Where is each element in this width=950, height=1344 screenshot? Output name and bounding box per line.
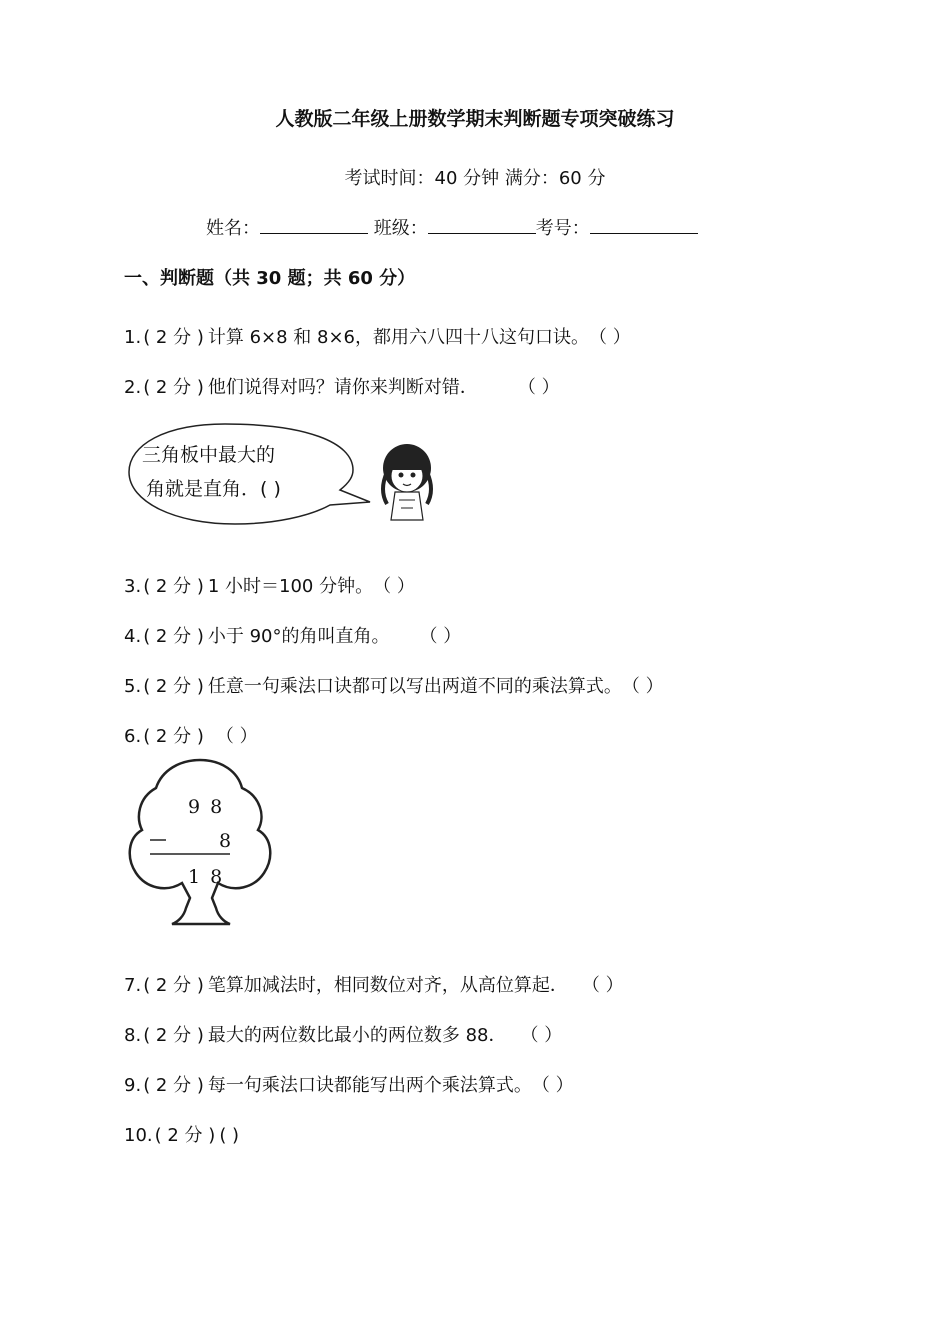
number-field[interactable] bbox=[590, 215, 698, 234]
name-label: 姓名： bbox=[206, 218, 260, 239]
tree-calculation-illustration bbox=[126, 758, 276, 928]
number-label: 考号： bbox=[535, 218, 590, 239]
question-4: 4. ( 2 分 ) 小于 90°的角叫直角。 （ ） bbox=[124, 622, 461, 648]
bubble-text-line2: 角就是直角．( ) bbox=[146, 478, 281, 500]
question-9: 9. ( 2 分 ) 每一句乘法口诀都能写出两个乘法算式。（ ） bbox=[124, 1071, 574, 1097]
answer-paren[interactable]: （ ） bbox=[621, 676, 664, 697]
answer-paren[interactable]: （ ） bbox=[373, 576, 415, 597]
exam-info: 考试时间：40 分钟 满分：60 分 bbox=[344, 168, 606, 189]
page-title: 人教版二年级上册数学期末判断题专项突破练习 bbox=[275, 108, 675, 130]
answer-paren[interactable]: （ ） bbox=[531, 1075, 574, 1096]
answer-paren[interactable]: （ ） bbox=[517, 377, 560, 398]
answer-paren[interactable]: ( ) bbox=[219, 1125, 240, 1146]
class-label: 班级： bbox=[373, 218, 428, 239]
question-6: 6. ( 2 分 ) （ ） bbox=[124, 722, 258, 748]
tree-middle-number: 8 bbox=[219, 830, 232, 852]
answer-paren[interactable]: （ ） bbox=[520, 1025, 563, 1046]
class-field[interactable] bbox=[428, 215, 536, 234]
question-10: 10. ( 2 分 ) ( ) bbox=[124, 1125, 240, 1146]
question-2: 2. ( 2 分 ) 他们说得对吗？请你来判断对错． （ ） bbox=[124, 373, 560, 399]
tree-top-number: 9 8 bbox=[188, 796, 225, 818]
name-field[interactable] bbox=[260, 215, 368, 234]
answer-paren[interactable]: （ ） bbox=[581, 975, 624, 996]
answer-paren[interactable]: （ ） bbox=[589, 327, 631, 348]
question-5: 5. ( 2 分 ) 任意一句乘法口诀都可以写出两道不同的乘法算式。（ ） bbox=[124, 672, 664, 698]
question-3: 3. ( 2 分 ) 1 小时＝100 分钟。（ ） bbox=[124, 572, 415, 598]
question-8: 8. ( 2 分 ) 最大的两位数比最小的两位数多 88． （ ） bbox=[124, 1021, 562, 1047]
tree-result-number: 1 8 bbox=[188, 866, 225, 888]
section-title: 一、判断题（共 30 题；共 60 分） bbox=[124, 268, 416, 289]
answer-paren[interactable]: （ ） bbox=[419, 626, 462, 647]
answer-paren[interactable]: （ ） bbox=[215, 726, 258, 747]
bubble-text-line1: 三角板中最大的 bbox=[142, 444, 276, 466]
question-7: 7. ( 2 分 ) 笔算加减法时，相同数位对齐，从高位算起． （ ） bbox=[124, 971, 624, 997]
girl-icon bbox=[383, 444, 431, 520]
student-info-row bbox=[206, 214, 698, 240]
question-1: 1. ( 2 分 ) 计算 6×8 和 8×6，都用六八四十八这句口诀。（ ） bbox=[124, 323, 631, 349]
